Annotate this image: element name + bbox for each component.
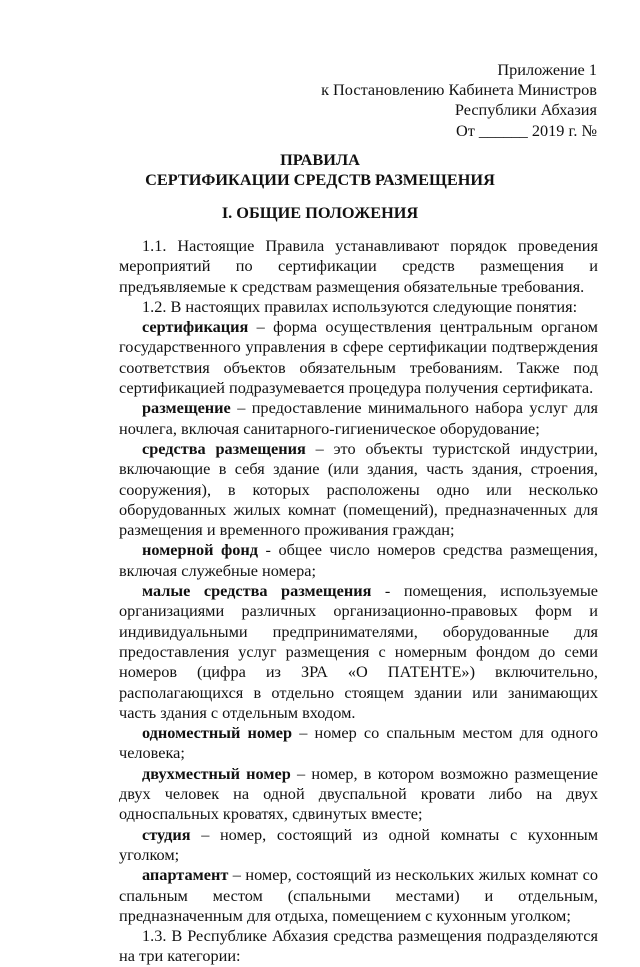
definition	[119, 581, 598, 723]
paragraph	[119, 236, 598, 297]
appendix-decree: к Постановлению Кабинета Министров	[321, 80, 597, 100]
definition	[119, 439, 598, 540]
appendix-number: Приложение 1	[497, 60, 597, 79]
title-line-1: ПРАВИЛА	[280, 150, 360, 169]
definition-text: – номер, в котором возможно размещение двух человек на одной двуспальной кровати либо на двух односпальных кроватях, сдвинутых вместе;	[119, 763, 598, 824]
paragraph-text: 1.3. В Республике Абхазия средства размещения подразделяются на три категории:	[119, 926, 598, 966]
term: размещение	[142, 398, 231, 418]
definition	[119, 764, 598, 825]
paragraph-text: 1.1. Настоящие Правила устанавливают порядок проведения мероприятий по сертификации средств размещения и предъявляемые к средствам размещения обязательные требования.	[119, 236, 598, 296]
definition	[119, 540, 598, 581]
term: студия	[142, 824, 191, 844]
term: одноместный номер	[142, 723, 293, 743]
title-line-2: СЕРТИФИКАЦИИ СРЕДСТВ РАЗМЕЩЕНИЯ	[145, 170, 495, 190]
definition	[119, 398, 598, 439]
appendix-block	[321, 60, 597, 141]
document-body	[119, 236, 598, 967]
paragraph	[119, 297, 598, 317]
definition-text: – предоставление минимального набора услуг для ночлега, включая санитарного-гигиеническое оборудование;	[119, 398, 598, 438]
definition-text: - помещения, используемые организациями различных организационно-правовых форм и индивидуальными предпринимателями, оборудованные для предоставления услуг размещения с номерным фондом до семи номеров (цифра из ЗРА «О ПАТЕНТЕ») включительно, располагающихся в отдельно стоящем здании или занимающих часть здания с отдельным входом.	[119, 581, 599, 722]
definition-text: – номер, состоящий из нескольких жилых комнат со спальным местом (спальными местами) и отдельным, предназначенным для отдыха, помещением с кухонным уголком;	[119, 865, 598, 925]
definition-text: – форма осуществления центральным органом государственного управления в сфере сертификации подтверждения соответствия объектов обязательным требованиям. Также под сертификацией подразумевается процедура получения сертификата.	[119, 317, 598, 398]
paragraph	[119, 926, 598, 967]
paragraph-text: 1.2. В настоящих правилах используются следующие понятия:	[142, 296, 578, 316]
term: апартамент	[142, 865, 229, 885]
section-heading: I. ОБЩИЕ ПОЛОЖЕНИЯ	[221, 203, 419, 222]
definition-text: – номер со спальным местом для одного человека;	[119, 723, 599, 763]
definition	[119, 723, 598, 764]
term: средства размещения	[142, 438, 306, 458]
definition-text: – номер, состоящий из одной комнаты с кухонным уголком;	[119, 824, 598, 864]
document-title	[0, 150, 640, 190]
definition-text: - общее число номеров средства размещения, включая служебные номера;	[119, 540, 598, 580]
term: двухместный номер	[142, 763, 291, 783]
term: сертификация	[142, 317, 249, 337]
appendix-republic: Республики Абхазия	[454, 100, 597, 120]
definition-text: – это объекты туристской индустрии, включающие в себя здание (или здания, часть здания, строения, сооружения), в которых расположены одно или несколько оборудованных жилых комнат (помещений), предназначенных для размещения и временного проживания граждан;	[119, 438, 598, 540]
appendix-date: От ______ 2019 г. №	[455, 120, 597, 140]
definition	[119, 317, 598, 398]
definition	[119, 825, 598, 866]
definition	[119, 865, 598, 926]
term: малые средства размещения	[142, 581, 372, 601]
term: номерной фонд	[142, 540, 259, 560]
